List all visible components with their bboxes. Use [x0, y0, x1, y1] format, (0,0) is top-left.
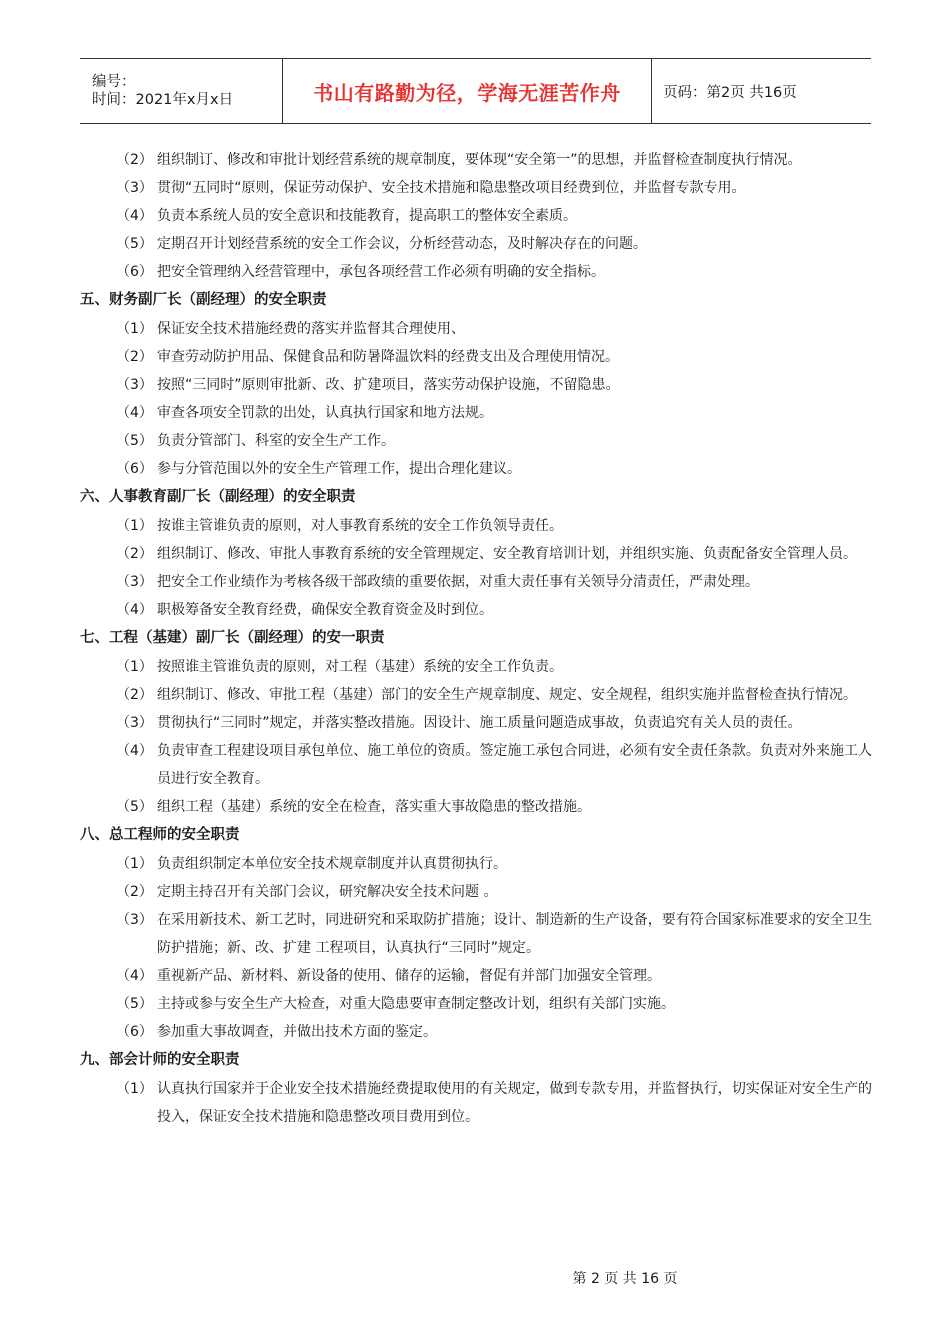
- item-text: 把安全工作业绩作为考核各级干部政绩的重要依据，对重大责任事有关领导分清责任，严肃处理。: [157, 574, 759, 590]
- item-text: 组织制订、修改和审批计划经营系统的规章制度，要体现“安全第一”的思想，并监督检查制度执行情况。: [157, 152, 802, 168]
- item-number: （5）: [116, 996, 153, 1012]
- list-item: [80, 230, 872, 258]
- item-text: 认真执行国家并于企业安全技术措施经费提取使用的有关规定，做到专款专用，并监督执行，切实保证对安全生产的投入，保证安全技术措施和隐患整改项目费用到位。: [157, 1081, 872, 1125]
- list-item: [80, 596, 872, 624]
- list-item: [80, 1018, 872, 1046]
- section-heading: 九、部会计师的安全职责: [80, 1052, 240, 1068]
- item-text: 组织制订、修改、审批人事教育系统的安全管理规定、安全教育培训计划，并组织实施、负责配备安全管理人员。: [157, 546, 857, 562]
- item-number: （2）: [116, 152, 153, 168]
- item-text: 组织制订、修改、审批工程（基建）部门的安全生产规章制度、规定、安全规程，组织实施并监督检查执行情况。: [157, 687, 857, 703]
- item-number: （3）: [116, 180, 153, 196]
- item-number: （3）: [116, 715, 153, 731]
- list-item: [80, 427, 872, 455]
- item-number: （4）: [116, 743, 153, 759]
- page-header: [80, 58, 871, 124]
- item-text: 负责组织制定本单位安全技术规章制度并认真贯彻执行。: [157, 856, 507, 872]
- item-text: 定期召开计划经营系统的安全工作会议，分析经营动态，及时解决存在的问题。: [157, 236, 647, 252]
- list-item: [80, 146, 872, 174]
- section-heading: 五、财务副厂长（副经理）的安全职责: [80, 292, 327, 308]
- list-item: [80, 399, 872, 427]
- item-text: 负责本系统人员的安全意识和技能教育，提高职工的整体安全素质。: [157, 208, 577, 224]
- list-item: [80, 878, 872, 906]
- list-item: [80, 315, 872, 343]
- item-number: （2）: [116, 546, 153, 562]
- item-number: （2）: [116, 687, 153, 703]
- list-item: [80, 793, 872, 821]
- item-number: （5）: [116, 236, 153, 252]
- list-item: [80, 202, 872, 230]
- item-text: 定期主持召开有关部门会议，研究解决安全技术问题 。: [157, 884, 498, 900]
- time-label: 时间：2021年x月x日: [92, 92, 234, 108]
- item-number: （1）: [116, 321, 153, 337]
- item-text: 职极筹备安全教育经费，确保安全教育资金及时到位。: [157, 602, 493, 618]
- header-page-cell: [652, 59, 871, 123]
- list-item: [80, 343, 872, 371]
- item-text: 主持或参与安全生产大检查，对重大隐患要审查制定整改计划，组织有关部门实施。: [157, 996, 675, 1012]
- item-text: 负责分管部门、科室的安全生产工作。: [157, 433, 395, 449]
- list-item: [80, 990, 872, 1018]
- motto-text: 书山有路勤为径，学海无涯苦作舟: [313, 80, 621, 105]
- header-left-cell: [80, 59, 282, 123]
- item-text: 重视新产品、新材料、新设备的使用、储存的运输，督促有并部门加强安全管理。: [157, 968, 661, 984]
- item-text: 参与分管范围以外的安全生产管理工作，提出合理化建议。: [157, 461, 521, 477]
- item-text: 按照“三同时”原则审批新、改、扩建项目，落实劳动保护设施，不留隐患。: [157, 377, 620, 393]
- list-item: [80, 906, 872, 962]
- list-item: [80, 258, 872, 286]
- list-item: [80, 1075, 872, 1131]
- list-item: [80, 709, 872, 737]
- section-heading: 七、工程（基建）副厂长（副经理）的安一职责: [80, 630, 385, 646]
- item-text: 把安全管理纳入经营管理中，承包各项经营工作必须有明确的安全指标。: [157, 264, 605, 280]
- item-text: 按谁主管谁负责的原则，对人事教育系统的安全工作负领导责任。: [157, 518, 563, 534]
- page-footer: 第 2 页 共 16 页: [572, 1271, 678, 1287]
- item-number: （3）: [116, 377, 153, 393]
- list-item: [80, 540, 872, 568]
- item-number: （4）: [116, 208, 153, 224]
- list-item: [80, 174, 872, 202]
- section-heading: 八、总工程师的安全职责: [80, 827, 240, 843]
- item-number: （1）: [116, 856, 153, 872]
- item-number: （1）: [116, 659, 153, 675]
- list-item: [80, 962, 872, 990]
- item-number: （6）: [116, 461, 153, 477]
- item-text: 在采用新技术、新工艺时，同进研究和采取防扩措施；设计、制造新的生产设备，要有符合国家标准要求的安全卫生防护措施；新、改、扩建 工程项目，认真执行“三同时”规定。: [157, 912, 872, 956]
- item-number: （1）: [116, 1081, 153, 1097]
- item-number: （3）: [116, 912, 153, 928]
- code-label: 编号：: [92, 74, 136, 90]
- item-text: 参加重大事故调查，并做出技术方面的鉴定。: [157, 1024, 437, 1040]
- list-item: [80, 455, 872, 483]
- item-text: 保证安全技术措施经费的落实并监督其合理使用、: [157, 321, 465, 337]
- item-number: （4）: [116, 602, 153, 618]
- list-item: [80, 371, 872, 399]
- item-number: （2）: [116, 349, 153, 365]
- header-motto-cell: [282, 59, 652, 123]
- item-number: （1）: [116, 518, 153, 534]
- list-item: [80, 850, 872, 878]
- item-number: （4）: [116, 968, 153, 984]
- item-text: 审查各项安全罚款的出处，认真执行国家和地方法规。: [157, 405, 493, 421]
- section-heading: 六、人事教育副厂长（副经理）的安全职责: [80, 489, 356, 505]
- item-number: （6）: [116, 1024, 153, 1040]
- item-text: 贯彻“五同时“原则，保证劳动保护、安全技术措施和隐患整改项目经费到位，并监督专款专用。: [157, 180, 746, 196]
- list-item: [80, 681, 872, 709]
- item-number: （5）: [116, 799, 153, 815]
- list-item: [80, 512, 872, 540]
- item-text: 审查劳动防护用品、保健食品和防暑降温饮料的经费支出及合理使用情况。: [157, 349, 619, 365]
- list-item: [80, 737, 872, 793]
- item-number: （2）: [116, 884, 153, 900]
- item-text: 负责审查工程建设项目承包单位、施工单位的资质。签定施工承包合同进，必须有安全责任条款。负责对外来施工人员进行安全教育。: [157, 743, 872, 787]
- document-body: [80, 146, 872, 1131]
- item-text: 贯彻执行“三同时”规定，并落实整改措施。因设计、施工质量问题造成事故，负责追究有关人员的责任。: [157, 715, 802, 731]
- list-item: [80, 653, 872, 681]
- item-number: （6）: [116, 264, 153, 280]
- page-info: 页码：第2页 共16页: [663, 84, 797, 101]
- item-text: 按照谁主管谁负责的原则，对工程（基建）系统的安全工作负责。: [157, 659, 563, 675]
- item-text: 组织工程（基建）系统的安全在检查，落实重大事故隐患的整改措施。: [157, 799, 591, 815]
- list-item: [80, 568, 872, 596]
- item-number: （5）: [116, 433, 153, 449]
- item-number: （3）: [116, 574, 153, 590]
- item-number: （4）: [116, 405, 153, 421]
